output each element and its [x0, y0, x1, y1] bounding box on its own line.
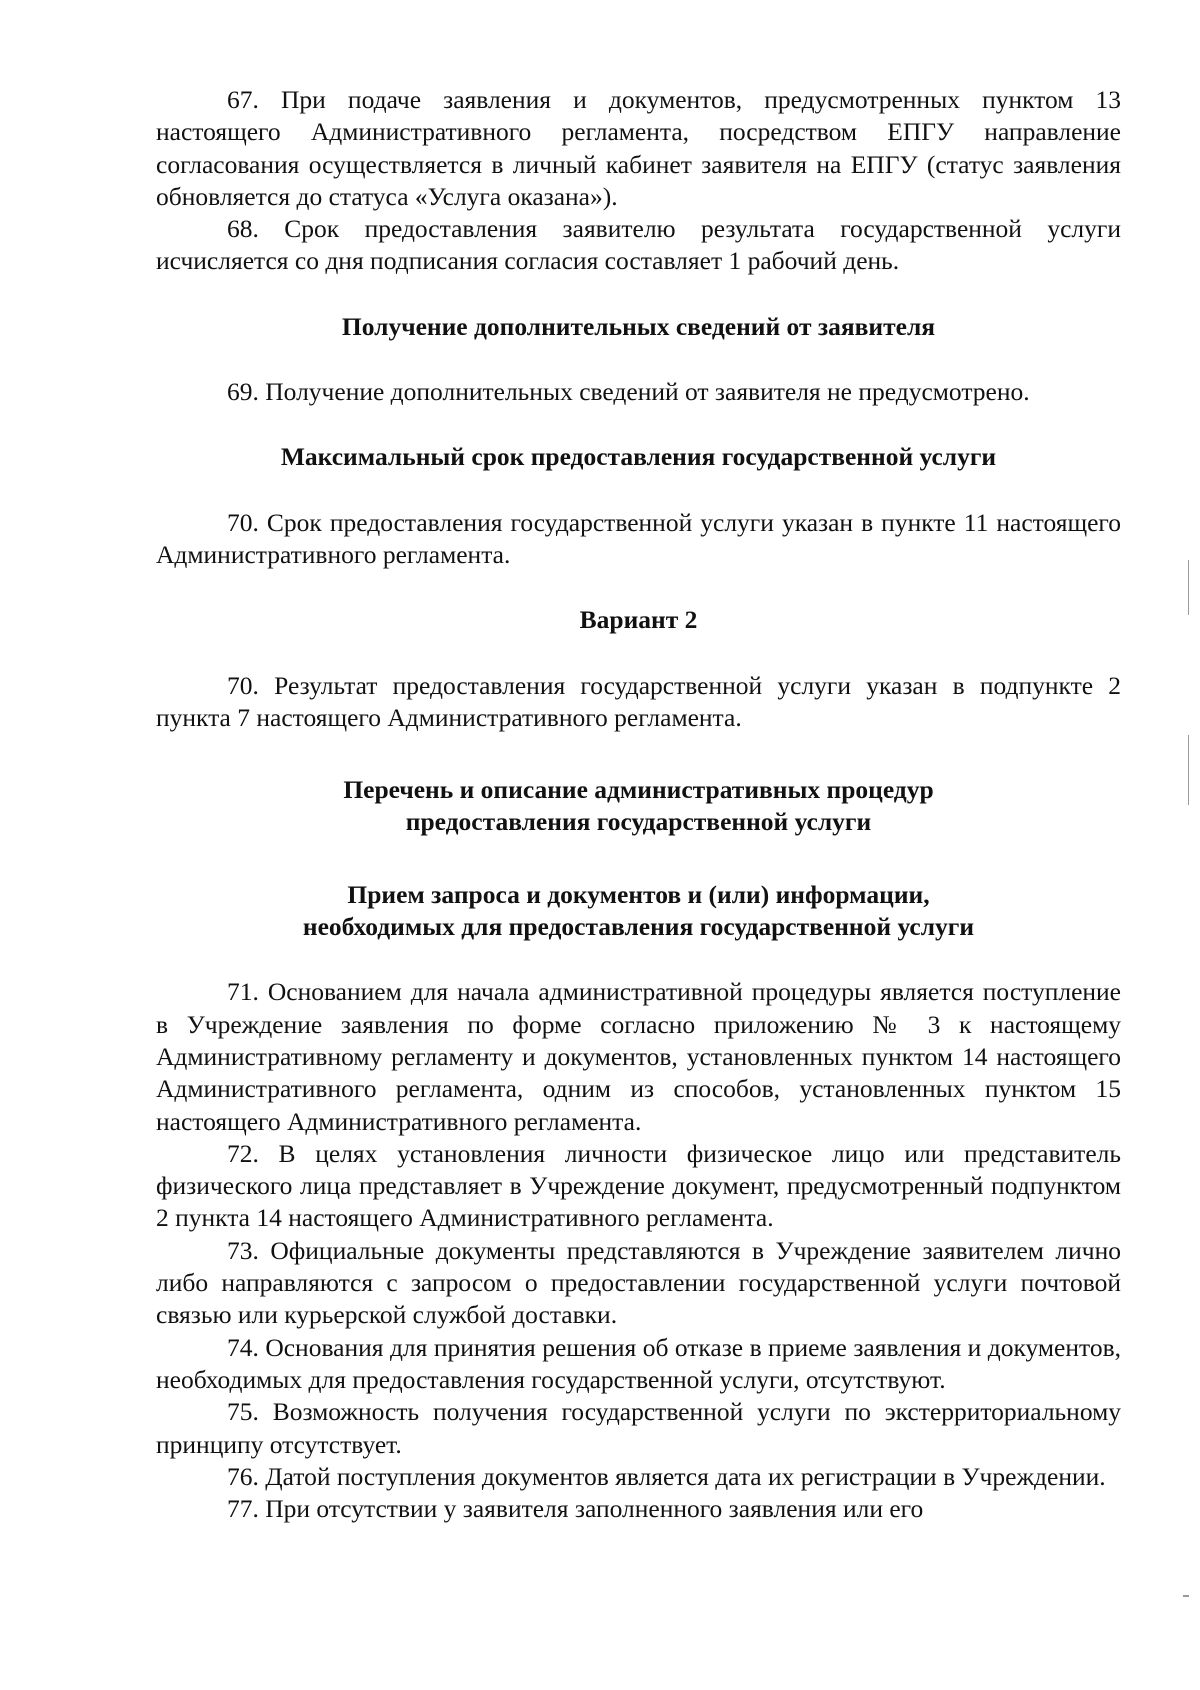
paragraph-68: 68. Срок предоставления заявителю результата государственной услуги исчисляется со дня подписания согласия составляет 1 рабочий день. [156, 214, 1121, 276]
spacer [156, 408, 1121, 441]
heading-request-intake [156, 879, 1121, 944]
paragraph-70a: 70. Срок предоставления государственной услуги указан в пункте 11 настоящего Административного регламента. [156, 507, 1121, 569]
heading-variant-2: Вариант 2 [579, 605, 698, 635]
paragraph-71: 71. Основанием для начала административной процедуры является поступление в Учреждение заявления по форме согласно приложению № 3 к настоящему Административному регламенту и документов, установленных пунктом 14 настоящего Административного регламента, одним из способов, установленных пунктом 15 настоящего Административного регламента. [156, 977, 1121, 1136]
spacer [156, 474, 1121, 507]
scan-mark [1188, 735, 1189, 805]
spacer [156, 943, 1121, 976]
spacer [156, 278, 1121, 311]
spacer [156, 343, 1121, 376]
heading-request-line1: Прием запроса и документов и (или) информации, [347, 879, 930, 909]
heading-procedures-line1: Перечень и описание административных процедур [343, 775, 934, 805]
scan-mark [1188, 560, 1189, 615]
spacer [156, 571, 1121, 604]
heading-request-line2: необходимых для предоставления государственной услуги [302, 912, 975, 942]
scan-edge-marks [1180, 0, 1200, 1690]
spacer [156, 637, 1121, 670]
paragraph-67: 67. При подаче заявления и документов, предусмотренных пунктом 13 настоящего Административного регламента, посредством ЕПГУ направление согласования осуществляется в личный кабинет заявителя на ЕПГУ (статус заявления обновляется до статуса «Услуга оказана»). [156, 85, 1121, 211]
scan-mark [1183, 1595, 1189, 1597]
paragraph-75: 75. Возможность получения государственной услуги по экстерриториальному принципу отсутствует. [156, 1397, 1121, 1459]
paragraph-77: 77. При отсутствии у заявителя заполненного заявления или его [227, 1494, 924, 1524]
paragraph-69: 69. Получение дополнительных сведений от заявителя не предусмотрено. [227, 377, 1030, 407]
paragraph-73: 73. Официальные документы представляются в Учреждение заявителем лично либо направляются с запросом о предоставлении государственной услуги почтовой связью или курьерской службой доставки. [156, 1235, 1121, 1330]
paragraph-70b: 70. Результат предоставления государственной услуги указан в подпункте 2 пункта 7 настоящего Административного регламента. [156, 670, 1121, 732]
heading-procedures-line2: предоставления государственной услуги [405, 807, 872, 837]
paragraph-74: 74. Основания для принятия решения об отказе в приеме заявления и документов, необходимых для предоставления государственной услуги, отсутствуют. [156, 1332, 1121, 1394]
heading-max-term: Максимальный срок предоставления государственной услуги [280, 442, 997, 472]
paragraph-72: 72. В целях установления личности физическое лицо или представитель физического лица представляет в Учреждение документ, предусмотренный подпунктом 2 пункта 14 настоящего Административного регламента. [156, 1138, 1121, 1233]
paragraph-76: 76. Датой поступления документов является дата их регистрации в Учреждении. [227, 1461, 1106, 1491]
document-page [156, 84, 1121, 1525]
spacer [156, 734, 1121, 774]
heading-procedures [156, 774, 1121, 839]
spacer [156, 839, 1121, 879]
heading-additional-info: Получение дополнительных сведений от заявителя [341, 311, 936, 341]
